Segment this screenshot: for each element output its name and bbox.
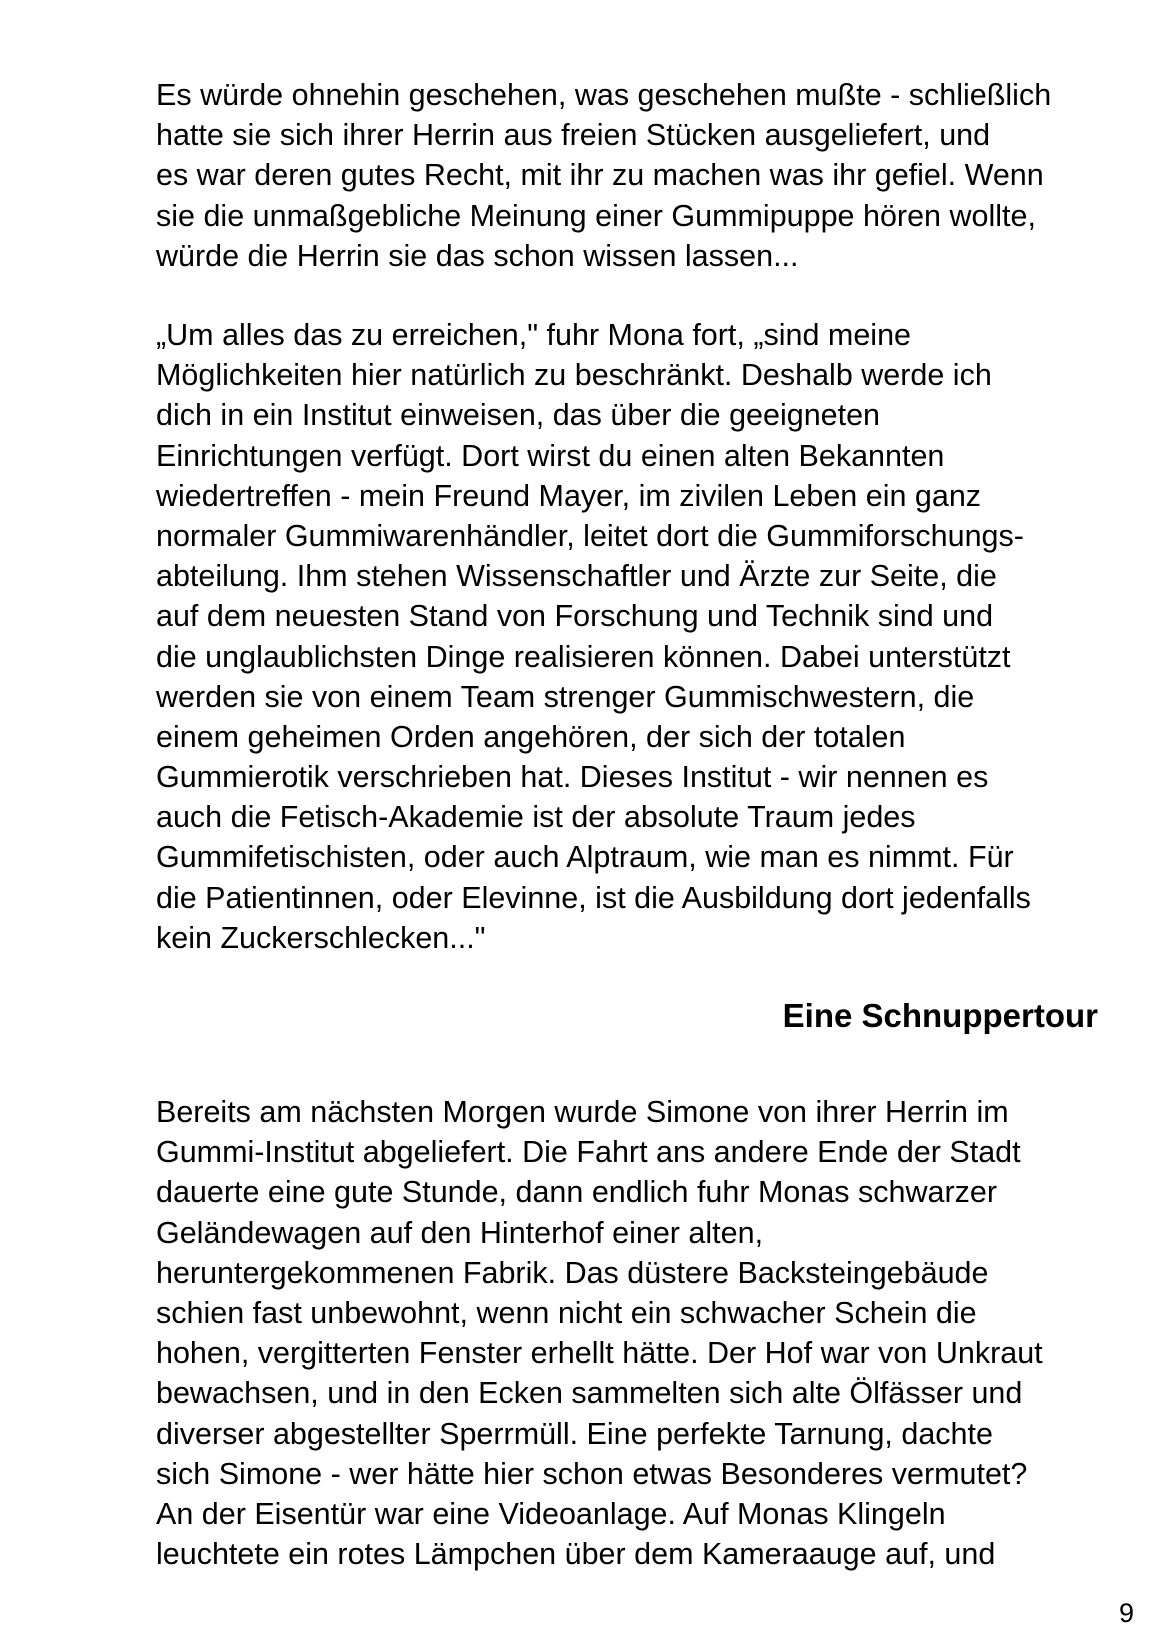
- text-line: auch die Fetisch-Akademie ist der absolute Traum jedes: [156, 800, 916, 835]
- text-line: die unglaublichsten Dinge realisieren können. Dabei unterstützt: [156, 639, 1011, 674]
- text-line: dauerte eine gute Stunde, dann endlich fuhr Monas schwarzer: [156, 1175, 997, 1210]
- text-line: es war deren gutes Recht, mit ihr zu machen was ihr gefiel. Wenn: [156, 158, 1044, 193]
- text-line: dich in ein Institut einweisen, das über die geeigneten: [156, 398, 881, 433]
- page-number: 9: [1118, 1598, 1134, 1628]
- text-line: schien fast unbewohnt, wenn nicht ein schwacher Schein die: [156, 1295, 977, 1330]
- text-line: würde die Herrin sie das schon wissen lassen...: [156, 238, 799, 273]
- text-line: wiedertreffen - mein Freund Mayer, im zivilen Leben ein ganz: [156, 478, 982, 513]
- text-line: Möglichkeiten hier natürlich zu beschränkt. Deshalb werde ich: [156, 358, 992, 393]
- text-line: abteilung. Ihm stehen Wissenschaftler und Ärzte zur Seite, die: [156, 559, 997, 594]
- text-line: werden sie von einem Team strenger Gummischwestern, die: [156, 679, 975, 714]
- text-line: kein Zuckerschlecken...": [156, 920, 486, 955]
- text-line: „Um alles das zu erreichen," fuhr Mona fort, „sind meine: [156, 318, 911, 352]
- text-line: Gummierotik verschrieben hat. Dieses Institut - wir nennen es: [156, 760, 989, 795]
- text-line: heruntergekommenen Fabrik. Das düstere Backsteingebäude: [156, 1255, 989, 1290]
- section-heading: Eine Schnuppertour: [782, 997, 1098, 1034]
- text-line: auf dem neuesten Stand von Forschung und Technik sind und: [156, 599, 994, 634]
- paragraph-3: [156, 1092, 1096, 1574]
- text-line: Bereits am nächsten Morgen wurde Simone von ihrer Herrin im: [156, 1095, 1009, 1129]
- text-line: leuchtete ein rotes Lämpchen über dem Kameraauge auf, und: [156, 1537, 996, 1572]
- text-line: sich Simone - wer hätte hier schon etwas Besonderes vermutet?: [156, 1456, 1028, 1491]
- text-line: die Patientinnen, oder Elevinne, ist die Ausbildung dort jedenfalls: [156, 880, 1031, 915]
- text-line: diverser abgestellter Sperrmüll. Eine perfekte Tarnung, dachte: [156, 1416, 993, 1451]
- text-line: hatte sie sich ihrer Herrin aus freien Stücken ausgeliefert, und: [156, 118, 991, 153]
- text-line: Gummifetischisten, oder auch Alptraum, wie man es nimmt. Für: [156, 840, 1014, 875]
- text-line: hohen, vergitterten Fenster erhellt hätte. Der Hof war von Unkraut: [156, 1336, 1043, 1371]
- text-line: sie die unmaßgebliche Meinung einer Gummipuppe hören wollte,: [156, 198, 1036, 233]
- text-line: bewachsen, und in den Ecken sammelten sich alte Ölfässer und: [156, 1376, 1023, 1411]
- text-line: Es würde ohnehin geschehen, was geschehen mußte - schließlich: [156, 78, 1052, 112]
- paragraph-2: [156, 315, 1096, 958]
- text-line: Einrichtungen verfügt. Dort wirst du einen alten Bekannten: [156, 438, 945, 473]
- text-line: normaler Gummiwarenhändler, leitet dort die Gummiforschungs-: [156, 518, 1024, 553]
- text-line: einem geheimen Orden angehören, der sich der totalen: [156, 719, 906, 754]
- text-line: Gummi-Institut abgeliefert. Die Fahrt ans andere Ende der Stadt: [156, 1135, 1021, 1170]
- paragraph-1: [156, 75, 1096, 276]
- text-line: An der Eisentür war eine Videoanlage. Auf Monas Klingeln: [156, 1496, 946, 1531]
- text-line: Geländewagen auf den Hinterhof einer alten,: [156, 1215, 764, 1250]
